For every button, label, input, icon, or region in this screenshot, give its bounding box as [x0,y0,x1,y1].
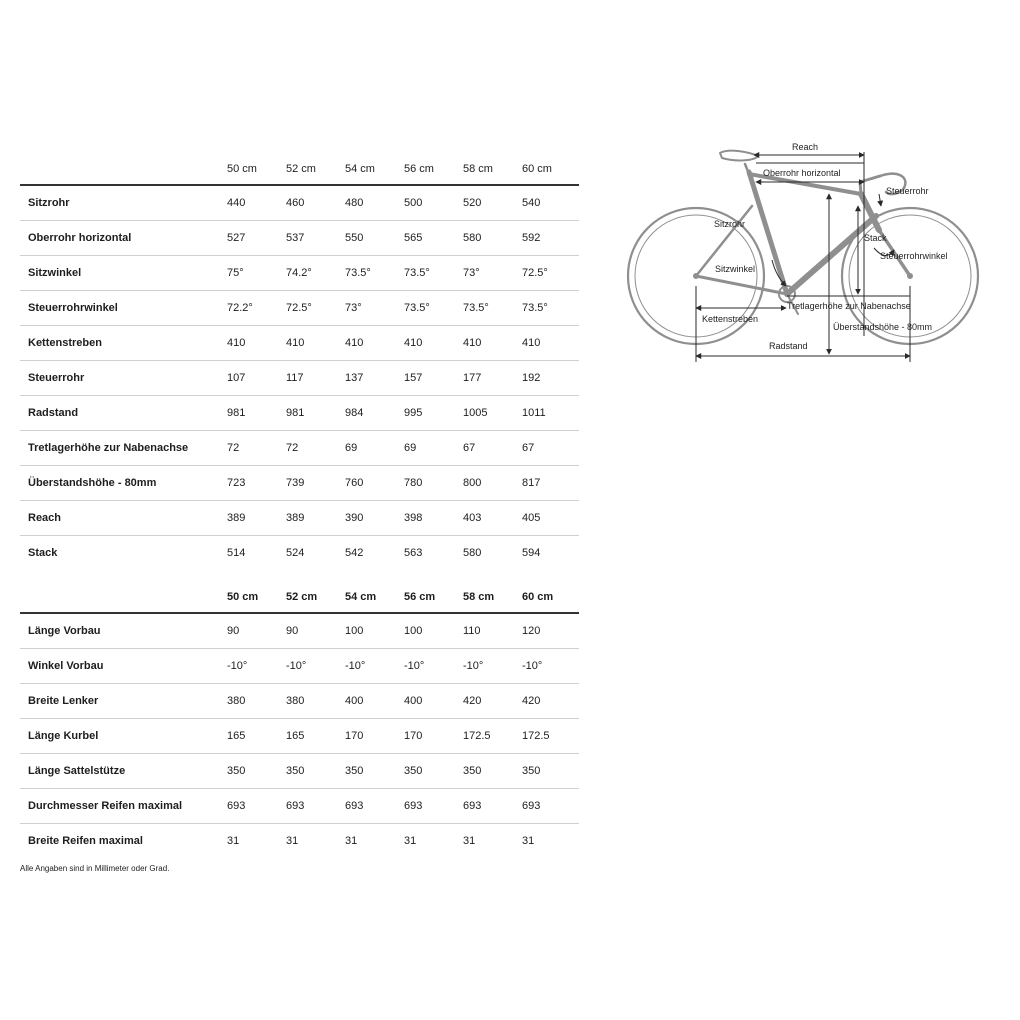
row-label: Tretlagerhöhe zur Nabenachse [20,431,225,466]
cell-value: 170 [343,719,402,754]
cell-value: 594 [522,547,541,559]
cell-value: 420 [461,684,520,719]
row-label: Durchmesser Reifen maximal [20,789,225,824]
cell-value: 410 [225,326,284,361]
cell-value: 67 [461,431,520,466]
cell-value: 350 [284,754,343,789]
cell-value: 172.5 [520,719,579,754]
cell-value: 120 [520,613,579,649]
cell-value: 73.5° [343,256,402,291]
diagram-labels [702,142,948,351]
row-label: Länge Kurbel [20,719,225,754]
cell-value: -10° [343,649,402,684]
cell-value: 73.5° [520,291,579,326]
cell-value: 410 [402,326,461,361]
cell-value: 1005 [461,396,520,431]
header-size: 56 cm [402,578,461,613]
table-row [20,396,579,431]
cell-value: 31 [404,835,417,847]
cell-value: 74.2° [284,256,343,291]
cell-value: 592 [520,221,579,256]
header-corner [20,150,225,185]
row-label: Länge Vorbau [20,613,225,649]
header-size: 50 cm [225,150,284,185]
cell-value: 73.5° [402,291,461,326]
cell-value: 75° [225,256,284,291]
cell-value: 542 [345,547,364,559]
cell-value: 420 [520,684,579,719]
cell-value: -10° [402,649,461,684]
cell-value: 350 [461,754,520,789]
cell-value: 177 [461,361,520,396]
cell-value: 72.2° [225,291,284,326]
cell-value: 527 [225,221,284,256]
cell-value: 524 [286,547,305,559]
row-label: Sitzwinkel [20,256,225,291]
cell-value: 500 [402,185,461,221]
cell-value: 1011 [520,396,579,431]
table-row [20,326,579,361]
header-size: 58 cm [461,150,520,185]
cell-value: 400 [343,684,402,719]
cell-value: 981 [225,396,284,431]
table-row [20,789,579,824]
header-size: 54 cm [343,578,402,613]
cell-value: 760 [343,466,402,501]
header-size: 50 cm [225,578,284,613]
cell-value: 72 [225,431,284,466]
cell-value: 31 [463,835,476,847]
cell-value: 90 [225,613,284,649]
cell-value: 565 [402,221,461,256]
cell-value: -10° [225,649,284,684]
cell-value: 995 [402,396,461,431]
table-row [20,185,579,221]
header-size: 54 cm [343,150,402,185]
table-row [20,649,579,684]
cell-value: 350 [520,754,579,789]
cell-value: 739 [284,466,343,501]
cell-value: 440 [225,185,284,221]
cell-value: 537 [284,221,343,256]
row-label: Steuerrohr [20,361,225,396]
table-row [20,501,579,536]
row-label: Stack [28,547,58,559]
table-row [20,754,579,789]
cell-value: 73.5° [461,291,520,326]
cell-value: 73.5° [402,256,461,291]
cell-value: 514 [227,547,246,559]
cell-value: 403 [461,501,520,536]
cell-value: 390 [343,501,402,536]
cell-value: 380 [284,684,343,719]
cell-value: 157 [402,361,461,396]
row-label: Breite Lenker [20,684,225,719]
cell-value: 410 [343,326,402,361]
table-row [20,536,579,571]
label-radstand: Radstand [769,341,808,351]
row-label: Oberrohr horizontal [20,221,225,256]
header-size: 52 cm [284,150,343,185]
header-size: 58 cm [461,578,520,613]
row-label: Reach [20,501,225,536]
row-label: Kettenstreben [20,326,225,361]
cell-value: 380 [225,684,284,719]
cell-value: -10° [461,649,520,684]
cell-value: 165 [284,719,343,754]
cell-value: 389 [225,501,284,536]
cell-value: 405 [520,501,579,536]
cell-value: 100 [402,613,461,649]
cell-value: 563 [404,547,423,559]
header-size: 52 cm [284,578,343,613]
cell-value: -10° [520,649,579,684]
cell-value: 817 [520,466,579,501]
cell-value: 410 [520,326,579,361]
label-reach: Reach [792,142,819,152]
label-ueberstandshoehe: Überstandshöhe - 80mm [833,322,933,332]
table-row [20,466,579,501]
cell-value: 693 [461,789,520,824]
table-row [20,291,579,326]
footnote: Alle Angaben sind in Millimeter oder Grad. [20,864,170,873]
cell-value: 31 [227,835,240,847]
geometry-table [20,150,579,570]
table-row [20,256,579,291]
cell-value: 693 [284,789,343,824]
cell-value: 165 [225,719,284,754]
cell-value: 389 [284,501,343,536]
cell-value: 137 [343,361,402,396]
cell-value: 192 [520,361,579,396]
cell-value: 580 [461,221,520,256]
row-label: Winkel Vorbau [20,649,225,684]
cell-value: 350 [225,754,284,789]
cell-value: 31 [345,835,358,847]
header-corner [20,578,225,613]
row-label: Steuerrohrwinkel [20,291,225,326]
cell-value: 693 [520,789,579,824]
cell-value: 69 [343,431,402,466]
label-sitzrohr: Sitzrohr [714,219,746,229]
cell-value: 780 [402,466,461,501]
cell-value: 117 [284,361,343,396]
table-row [20,613,579,649]
cell-value: 107 [225,361,284,396]
cell-value: 72.5° [284,291,343,326]
cell-value: 410 [284,326,343,361]
cell-value: 800 [461,466,520,501]
cell-value: 520 [461,185,520,221]
cell-value: 172.5 [461,719,520,754]
cell-value: 460 [284,185,343,221]
cell-value: 73° [343,291,402,326]
cell-value: 984 [343,396,402,431]
cell-value: 350 [343,754,402,789]
table-row [20,824,579,859]
label-tretlagerhoehe: Tretlagerhöhe zur Nabenachse [787,301,911,311]
cell-value: 73° [461,256,520,291]
cell-value: 398 [402,501,461,536]
cell-value: 110 [461,613,520,649]
label-sitzwinkel: Sitzwinkel [715,264,756,274]
cell-value: 31 [522,835,535,847]
cell-value: 693 [402,789,461,824]
cell-value: 72 [284,431,343,466]
table-row [20,684,579,719]
row-label: Überstandshöhe - 80mm [20,466,225,501]
label-steuerrohrwinkel: Steuerrohrwinkel [880,251,948,261]
table-row [20,361,579,396]
cell-value: 981 [284,396,343,431]
label-stack: Stack [864,233,887,243]
bike-geometry-diagram [624,136,984,368]
cell-value: 480 [343,185,402,221]
components-table-header [20,578,579,613]
label-kettenstreben: Kettenstreben [702,314,759,324]
table-row [20,719,579,754]
row-label: Länge Sattelstütze [20,754,225,789]
cell-value: -10° [284,649,343,684]
cell-value: 693 [343,789,402,824]
cell-value: 693 [225,789,284,824]
components-table [20,578,579,858]
cell-value: 100 [343,613,402,649]
cell-value: 580 [463,547,482,559]
row-label: Sitzrohr [20,185,225,221]
table-row [20,431,579,466]
row-label: Radstand [20,396,225,431]
cell-value: 170 [402,719,461,754]
cell-value: 90 [284,613,343,649]
header-size: 60 cm [520,578,579,613]
row-label: Breite Reifen maximal [28,835,143,847]
cell-value: 31 [286,835,299,847]
cell-value: 400 [402,684,461,719]
label-oberrohr-horizontal: Oberrohr horizontal [763,168,841,178]
geometry-table-header [20,150,579,185]
cell-value: 350 [402,754,461,789]
cell-value: 69 [402,431,461,466]
cell-value: 410 [461,326,520,361]
header-size: 56 cm [402,150,461,185]
table-row [20,221,579,256]
cell-value: 723 [225,466,284,501]
cell-value: 72.5° [520,256,579,291]
header-size: 60 cm [520,150,579,185]
cell-value: 540 [520,185,579,221]
cell-value: 550 [343,221,402,256]
cell-value: 67 [520,431,579,466]
label-steuerrohr: Steuerrohr [886,186,929,196]
